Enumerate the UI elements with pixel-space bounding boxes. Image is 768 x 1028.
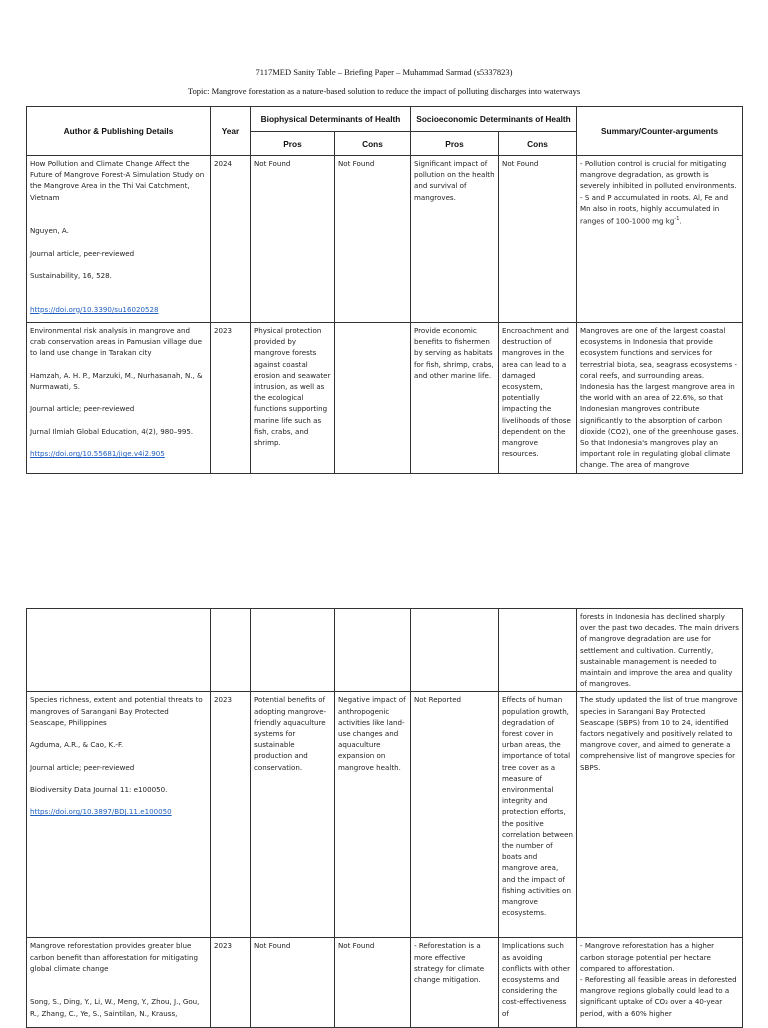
summary-cell: forests in Indonesia has declined sharply over the past two decades. The main drivers of mangrove degradation are use for settlement and cultivation. Currently, sustainable management is needed to maintain and improve the area and quality of mangroves. xyxy=(577,609,743,692)
author-details-cell xyxy=(27,156,211,323)
socio-cons-cell: Effects of human population growth, degradation of forest cover in urban areas, the importance of total tree cover as a measure of environmental integrity and protection efforts, the positive correlation between the number of boats and mangrove area, and the impact of fishing activities on mangrove ecosystems. xyxy=(499,692,577,938)
socio-pros-cell: - Reforestation is a more effective strategy for climate change mitigation. xyxy=(411,938,499,1028)
bio-pros-cell: Not Found xyxy=(251,156,335,323)
summary-point-2 xyxy=(580,192,739,227)
document-title: 7117MED Sanity Table – Briefing Paper – Muhammad Sarmad (s5337823) xyxy=(255,67,513,77)
doi-link[interactable]: https://doi.org/10.3390/su16020528 xyxy=(30,304,159,314)
header-socioeconomic: Socioeconomic Determinants of Health xyxy=(411,107,577,132)
summary-point-1: - Pollution control is crucial for mitigating mangrove degradation, as growth is severely inhibited in polluted environments. xyxy=(580,159,737,191)
doi-link[interactable]: https://doi.org/10.3897/BDJ.11.e100050 xyxy=(30,807,172,817)
table-row xyxy=(27,323,743,474)
header-author: Author & Publishing Details xyxy=(27,107,211,156)
year-cell: 2024 xyxy=(211,156,251,323)
table-row-continued xyxy=(27,609,743,692)
bio-cons-cell: Negative impact of anthropogenic activities like land-use changes and aquaculture expansion on mangrove health. xyxy=(335,692,411,938)
header-summary: Summary/Counter-arguments xyxy=(577,107,743,156)
socio-cons-cell: Implications such as avoiding conflicts with other ecosystems and considering the cost-effectiveness of xyxy=(499,938,577,1028)
socio-cons-cell: Not Found xyxy=(499,156,577,323)
bio-cons-cell xyxy=(335,609,411,692)
author-details-cell xyxy=(27,609,211,692)
bio-cons-cell: Not Found xyxy=(335,156,411,323)
year-cell: 2023 xyxy=(211,938,251,1028)
summary-cell: Mangroves are one of the largest coastal ecosystems in Indonesia that provide ecosystem functions and services for terrestrial biota, sea, seagrass ecosystems - coral reefs, and surrounding areas. Indonesia has the largest mangrove area in the world with an area of 22.6%, so that Indonesian mangroves contribute significantly to the absorption of carbon dioxide (CO2), one of the greenhouse gases. So that Indonesia's mangroves play an important role in regulating global climate change. The area of mangrove xyxy=(577,323,743,474)
summary-cell xyxy=(577,938,743,1028)
header-socio-cons: Cons xyxy=(499,132,577,156)
table-row xyxy=(27,938,743,1028)
article-authors: Agduma, A.R., & Cao, K.-F. xyxy=(30,740,124,750)
article-title: Species richness, extent and potential threats to mangroves of Sarangani Bay Protected Seascape, Philippines xyxy=(30,695,203,727)
article-authors: Hamzah, A. H. P., Marzuki, M., Nurhasanah, N., & Nurmawati, S. xyxy=(30,370,203,391)
bio-pros-cell xyxy=(251,609,335,692)
bio-pros-cell: Physical protection provided by mangrove forests against coastal erosion and seawater intrusion, as well as the ecological functions supporting marine life such as fish, crabs, and shrimp. xyxy=(251,323,335,474)
article-type: Journal article; peer-reviewed xyxy=(30,404,135,414)
article-title: Environmental risk analysis in mangrove and crab conservation areas in Pamusian village due to land use change in Tarakan city xyxy=(30,326,202,358)
literature-table-part-1 xyxy=(26,106,743,474)
bio-cons-cell: Not Found xyxy=(335,938,411,1028)
article-journal: Jurnal Ilmiah Global Education, 4(2), 980–995. xyxy=(30,426,194,436)
summary-point-2: - Reforesting all feasible areas in deforested mangrove regions globally could lead to a significant uptake of CO₂ over a 40-year period, with a 60% higher xyxy=(580,975,737,1018)
article-title: How Pollution and Climate Change Affect the Future of Mangrove Forest-A Simulation Study on the Mangrove Area in the Thi Vai Catchment, Vietnam xyxy=(30,159,205,202)
socio-pros-cell xyxy=(411,609,499,692)
year-cell: 2023 xyxy=(211,323,251,474)
header-biophysical: Biophysical Determinants of Health xyxy=(251,107,411,132)
summary-point-2-end: . xyxy=(679,216,682,226)
author-details-cell xyxy=(27,692,211,938)
year-cell xyxy=(211,609,251,692)
author-details-cell xyxy=(27,938,211,1028)
article-journal: Sustainability, 16, 528. xyxy=(30,270,112,280)
summary-cell xyxy=(577,156,743,323)
literature-table-part-2 xyxy=(26,608,743,1028)
article-type: Journal article; peer-reviewed xyxy=(30,762,135,772)
bio-pros-cell: Potential benefits of adopting mangrove-friendly aquaculture systems for sustainable production and conservation. xyxy=(251,692,335,938)
bio-cons-cell xyxy=(335,323,411,474)
bio-pros-cell: Not Found xyxy=(251,938,335,1028)
article-authors: Song, S., Ding, Y., Li, W., Meng, Y., Zhou, J., Gou, R., Zhang, C., Ye, S., Saintilan, N., Krauss, xyxy=(30,997,200,1018)
article-type: Journal article, peer-reviewed xyxy=(30,248,135,258)
header-year: Year xyxy=(211,107,251,156)
article-journal: Biodiversity Data Journal 11: e100050. xyxy=(30,785,168,794)
article-authors: Nguyen, A. xyxy=(30,226,69,236)
article-title: Mangrove reforestation provides greater blue carbon benefit than afforestation for mitigating global climate change xyxy=(30,941,198,973)
document-topic: Topic: Mangrove forestation as a nature-based solution to reduce the impact of polluting discharges into waterways xyxy=(187,86,581,96)
summary-point-1: - Mangrove reforestation has a higher carbon storage potential per hectare compared to afforestation. xyxy=(580,941,715,973)
socio-cons-cell xyxy=(499,609,577,692)
table-row xyxy=(27,692,743,938)
year-cell: 2023 xyxy=(211,692,251,938)
doi-link[interactable]: https://doi.org/10.55681/jige.v4i2.905 xyxy=(30,449,165,459)
unit-superscript: -1 xyxy=(674,216,680,223)
summary-point-2-text: - S and P accumulated in roots. Al, Fe and Mn also in roots, highly accumulated in ranges of 100-1000 mg kg xyxy=(580,192,729,226)
summary-cell: The study updated the list of true mangrove species in Sarangani Bay Protected Seascape (SBPS) from 10 to 24, identified factors negatively and positively related to mangrove cover, and aimed to generate a comprehensive list of mangrove species for SBPS. xyxy=(577,692,743,938)
socio-pros-cell: Provide economic benefits to fishermen by serving as habitats for fish, shrimp, crabs, and other marine life. xyxy=(411,323,499,474)
table-row xyxy=(27,156,743,323)
socio-pros-cell: Not Reported xyxy=(411,692,499,938)
author-details-cell xyxy=(27,323,211,474)
socio-pros-cell: Significant impact of pollution on the health and survival of mangroves. xyxy=(411,156,499,323)
socio-cons-cell: Encroachment and destruction of mangroves in the area can lead to a damaged ecosystem, potentially impacting the livelihoods of those dependent on the mangrove resources. xyxy=(499,323,577,474)
header-bio-cons: Cons xyxy=(335,132,411,156)
header-bio-pros: Pros xyxy=(251,132,335,156)
header-socio-pros: Pros xyxy=(411,132,499,156)
